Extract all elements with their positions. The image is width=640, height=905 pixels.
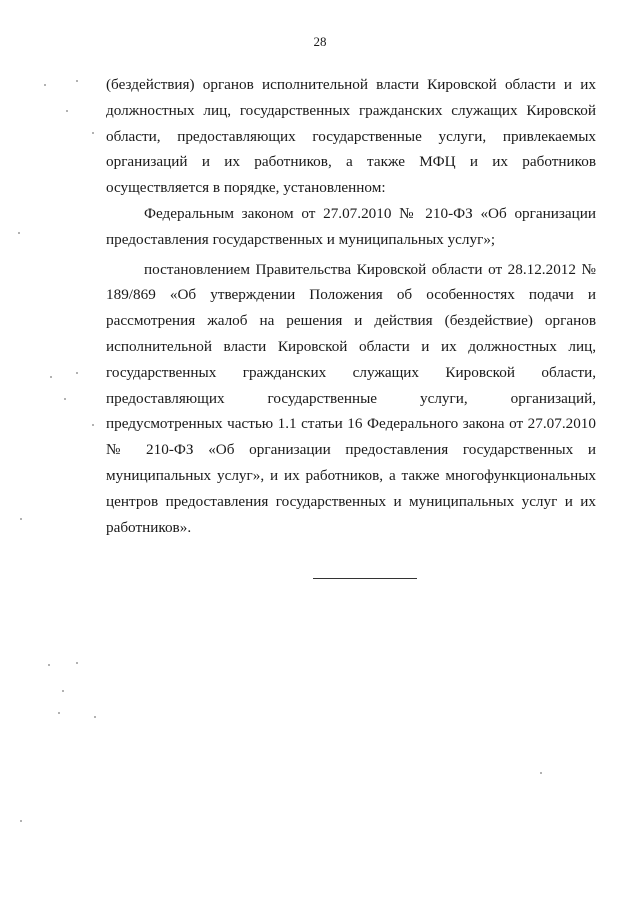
scan-speck [76,662,78,664]
scan-speck [94,716,96,718]
paragraph-regional-decree: постановлением Правительства Кировской области от 28.12.2012 № 189/869 «Об утверждении Положения об особенностях подачи и рассмотрения жалоб на решения и действия (бездействие) органов исполнительной власти Кировской области и их должностных лиц, государственных гражданских служащих Кировской области, предоставляющих государственные услуги, организаций, предусмотренных частью 1.1 статьи 16 Федерального закона от 27.07.2010 № 210-ФЗ «Об организации предоставления государственных и муниципальных услуг», и их работников, а также многофункциональных центров предоставления государственных и муниципальных услуг и их работников». [106,260,596,536]
scan-speck [92,424,94,426]
scan-speck [92,132,94,134]
scan-speck [62,690,64,692]
scan-speck [540,772,542,774]
paragraph-continuation: (бездействия) органов исполнительной власти Кировской области и их должностных лиц, государственных гражданских служащих Кировской области, предоставляющих государственные услуги, привлекаемых организаций и их работников, а также МФЦ и их работников осуществляется в порядке, установленном: [106,76,596,197]
scan-speck [66,110,68,112]
document-body [106,72,596,540]
scan-speck [64,398,66,400]
page-number: 28 [313,34,327,49]
scan-speck [76,372,78,374]
scan-speck [44,84,46,86]
scan-speck [58,712,60,714]
paragraph-federal-law: Федеральным законом от 27.07.2010 № 210-ФЗ «Об организации предоставления государственных и муниципальных услуг»; [106,204,596,248]
scan-speck [48,664,50,666]
end-of-text-rule [313,578,417,579]
scan-speck [20,820,22,822]
scan-speck [20,518,22,520]
scan-speck [76,80,78,82]
scan-speck [50,376,52,378]
scan-speck [18,232,20,234]
